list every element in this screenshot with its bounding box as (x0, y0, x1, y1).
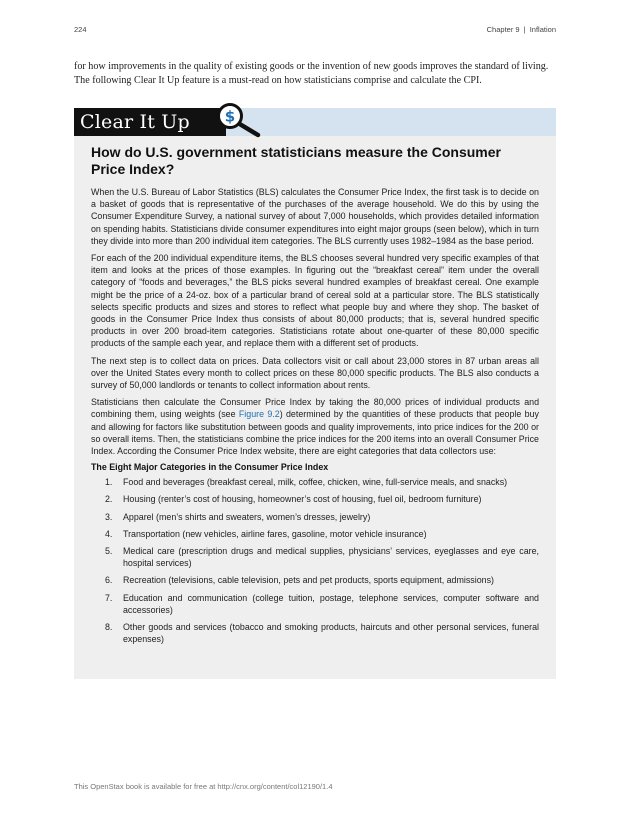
list-item-number: 7. (105, 592, 113, 603)
list-item-number: 2. (105, 494, 113, 505)
page-footer: This OpenStax book is available for free at http://cnx.org/content/col12190/1.4 (74, 782, 333, 791)
magnifier-dollar-icon (214, 102, 264, 138)
list-item-number: 8. (105, 622, 113, 633)
list-item-text: Medical care (prescription drugs and medical supplies, physicians’ services, eyeglasses and eye care, hospital services) (123, 546, 539, 569)
list-item-number: 3. (105, 511, 113, 522)
feature-content (91, 144, 539, 651)
feature-banner-label: Clear It Up (74, 108, 226, 136)
list-item-text: Housing (renter’s cost of housing, homeowner’s cost of housing, fuel oil, bedroom furniture) (123, 494, 482, 505)
list-item-text: Education and communication (college tuition, postage, telephone services, computer software and accessories) (123, 592, 539, 615)
list-item-number: 6. (105, 575, 113, 586)
list-item (91, 511, 539, 523)
list-item (91, 476, 539, 488)
list-item-text: Food and beverages (breakfast cereal, milk, coffee, chicken, wine, full-service meals, and snacks) (123, 477, 508, 488)
list-item-text: Recreation (televisions, cable television, pets and pet products, sports equipment, admissions) (123, 575, 494, 586)
list-item (91, 528, 539, 540)
feature-question: How do U.S. government statisticians measure the Consumer Price Index? (91, 144, 501, 177)
page-number: 224 (74, 25, 87, 34)
chapter-header (487, 25, 556, 34)
list-item-text: Apparel (men’s shirts and sweaters, women’s dresses, jewelry) (123, 511, 371, 522)
header-separator: | (523, 25, 526, 34)
list-item (91, 545, 539, 569)
svg-text:$: $ (224, 107, 236, 126)
categories-list-title: The Eight Major Categories in the Consumer Price Index (91, 462, 329, 473)
list-item-text: Other goods and services (tobacco and smoking products, haircuts and other personal services, funeral expenses) (123, 622, 539, 645)
figure-9-2-link[interactable]: Figure 9.2 (238, 409, 280, 420)
paragraph-4-text-end: ) determined by the quantities of these products that people buy and allowing for factors like substitution between goods and quality improvements, into price indices for the 200 or so overall items. Then, the statisticians combine the price indices for the 200 items into an overall Consumer Price Index. According the Consumer Price Index website, there are eight categories that data collectors use: (91, 409, 539, 457)
list-item (91, 621, 539, 645)
feature-paragraph-1: When the U.S. Bureau of Labor Statistics (BLS) calculates the Consumer Price Index, the first task is to decide on a basket of goods that is representative of the purchases of the average household. We do this by using the Consumer Expenditure Survey, a national survey of about 7,000 households, which provides detailed information on spending habits. Statisticians divide consumer expenditures into eight major groups (seen below), which in turn they divide into more than 200 individual item categories. The BLS currently uses 1982–1984 as the base period. (91, 187, 539, 246)
chapter-label: Chapter 9 (486, 25, 520, 34)
intro-paragraph: for how improvements in the quality of existing goods or the invention of new goods improves the standard of living. The following Clear It Up feature is a must-read on how statisticians comprise and calculate the CPI. (74, 61, 549, 86)
feature-paragraph-4 (91, 396, 539, 457)
list-item-number: 5. (105, 546, 113, 557)
paragraph-4-text-start: Statisticians then calculate the Consumer Price Index by taking the 80,000 prices of individual products and combining them, using weights (see (91, 397, 539, 420)
list-item (91, 574, 539, 586)
list-item (91, 493, 539, 505)
list-item (91, 592, 539, 616)
section-label: Inflation (529, 25, 556, 34)
categories-list (91, 476, 539, 645)
clear-it-up-feature (74, 108, 556, 679)
list-item-number: 1. (105, 477, 113, 488)
list-item-text: Transportation (new vehicles, airline fares, gasoline, motor vehicle insurance) (123, 528, 427, 539)
feature-paragraph-2: For each of the 200 individual expenditure items, the BLS chooses several hundred very specific examples of that item and looks at the prices of those examples. In figuring out the “breakfast cereal” item under the overall category of “foods and beverages,” the BLS picks several hundred examples of breakfast cereal. One example might be the price of a 24-oz. box of a particular brand of cereal sold at a particular store. The BLS statistically selects specific products and sizes and stores to reflect what people buy and where they shop. The basket of goods in the Consumer Price Index thus consists of about 80,000 products; that is, several hundred specific products in over 200 broad-item categories. Statisticians rotate about one-quarter of these 80,000 specific products of the sample each year, and replace them with a different set of products. (91, 253, 539, 349)
feature-paragraph-3: The next step is to collect data on prices. Data collectors visit or call about 23,000 stores in 87 urban areas all over the United States every month to collect prices on these 80,000 specific products. The BLS also conducts a survey of 50,000 landlords or tenants to collect information about rents. (91, 355, 539, 391)
list-item-number: 4. (105, 528, 113, 539)
